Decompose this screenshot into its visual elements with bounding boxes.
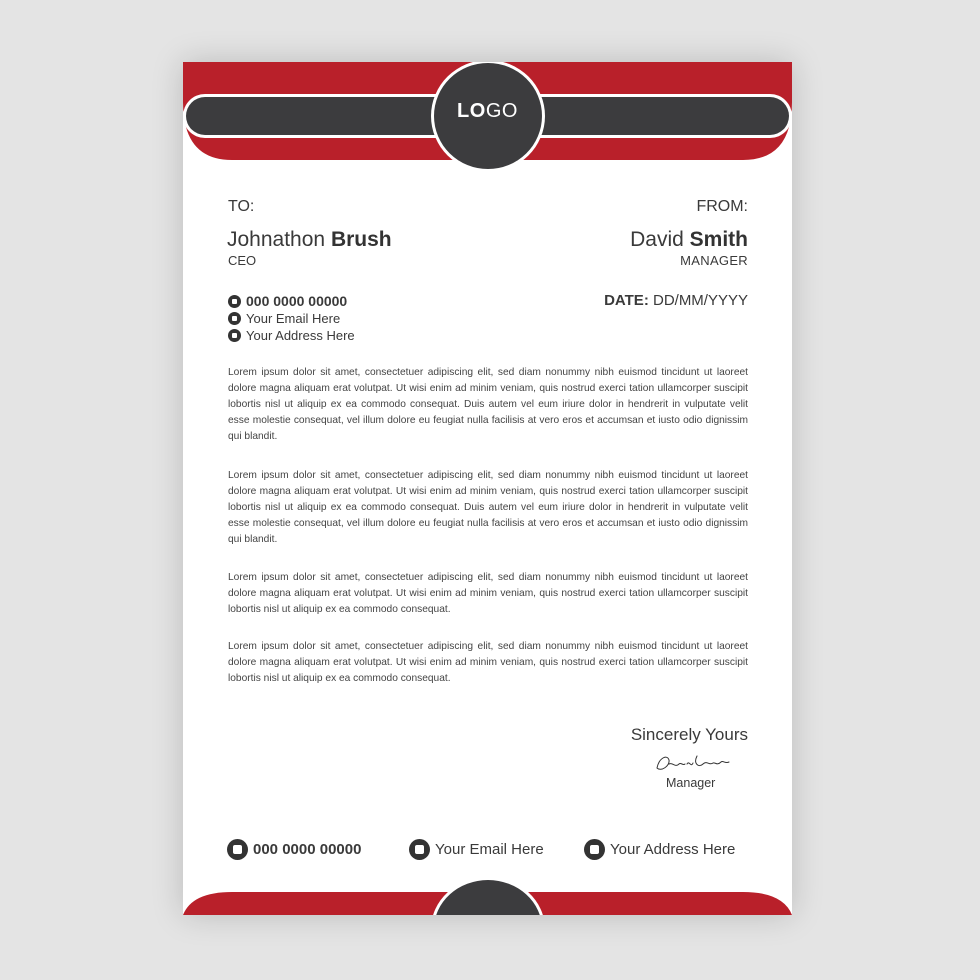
recipient-address-text: Your Address Here bbox=[246, 328, 355, 343]
footer-phone-text: 000 0000 00000 bbox=[253, 841, 362, 858]
body-paragraph: Lorem ipsum dolor sit amet, consectetuer adipiscing elit, sed diam nonummy nibh euismod tincidunt ut laoreet dolore magna aliquam erat volutpat. Ut wisi enim ad minim veniam, quis nostrud exerci tation ullamcorper suscipit lobortis nisl ut aliquip ex ea commodo consequat. bbox=[228, 572, 748, 615]
phone-icon bbox=[228, 295, 241, 308]
letterhead-page bbox=[183, 62, 792, 915]
location-icon bbox=[584, 839, 605, 860]
logo-light: GO bbox=[485, 100, 518, 122]
body-paragraph: Lorem ipsum dolor sit amet, consectetuer adipiscing elit, sed diam nonummy nibh euismod tincidunt ut laoreet dolore magna aliquam erat volutpat. Ut wisi enim ad minim veniam, quis nostrud exerci tation ullamcorper suscipit lobortis nisl ut aliquip ex ea commodo consequat. bbox=[228, 641, 748, 684]
sender-last-name: Smith bbox=[689, 228, 748, 251]
recipient-email bbox=[228, 311, 340, 326]
body-paragraph: Lorem ipsum dolor sit amet, consectetuer adipiscing elit, sed diam nonummy nibh euismod tincidunt ut laoreet dolore magna aliquam erat volutpat. Ut wisi enim ad minim veniam, quis nostrud exerci tation ullamcorper suscipit lobortis nisl ut aliquip ex ea commodo consequat. Duis autem vel eum iriure dolor in hendrerit in vulputate velit esse molestie consequat, vel illum dolore eu feugiat nulla facilisis at vero eros et accumsan et iusto odio dignissim qui blandit. bbox=[228, 367, 748, 442]
logo bbox=[183, 100, 792, 123]
body-paragraph: Lorem ipsum dolor sit amet, consectetuer adipiscing elit, sed diam nonummy nibh euismod tincidunt ut laoreet dolore magna aliquam erat volutpat. Ut wisi enim ad minim veniam, quis nostrud exerci tation ullamcorper suscipit lobortis nisl ut aliquip ex ea commodo consequat. Duis autem vel eum iriure dolor in hendrerit in vulputate velit esse molestie consequat, vel illum dolore eu feugiat nulla facilisis at vero eros et accumsan et iusto odio dignissim qui blandit. bbox=[228, 470, 748, 545]
date-label: DATE: bbox=[604, 292, 649, 309]
recipient-phone-text: 000 0000 00000 bbox=[246, 293, 348, 309]
sender-title: MANAGER bbox=[680, 253, 748, 268]
signer-title: Manager bbox=[666, 776, 716, 790]
phone-icon bbox=[227, 839, 248, 860]
recipient-address bbox=[228, 328, 355, 343]
footer-address bbox=[584, 839, 735, 860]
recipient-last-name: Brush bbox=[330, 228, 392, 251]
from-label: FROM: bbox=[696, 198, 748, 215]
logo-bold: LO bbox=[457, 100, 486, 122]
recipient-title: CEO bbox=[228, 253, 257, 268]
recipient-email-text: Your Email Here bbox=[246, 311, 341, 326]
footer-address-text: Your Address Here bbox=[610, 841, 736, 858]
to-label: TO: bbox=[228, 198, 255, 215]
signature bbox=[653, 750, 733, 778]
sender-name bbox=[630, 228, 748, 252]
footer-phone bbox=[227, 839, 361, 860]
footer-email bbox=[409, 839, 544, 860]
closing-text: Sincerely Yours bbox=[630, 725, 748, 744]
sender-first-name: David bbox=[630, 228, 684, 251]
recipient-first-name: Johnathon bbox=[227, 228, 326, 251]
footer-decoration bbox=[183, 877, 792, 915]
recipient-name bbox=[227, 228, 392, 252]
location-icon bbox=[228, 329, 241, 342]
footer-badge bbox=[434, 880, 542, 915]
date-line bbox=[604, 292, 748, 309]
footer-email-text: Your Email Here bbox=[435, 841, 544, 858]
email-icon bbox=[409, 839, 430, 860]
date-value: DD/MM/YYYY bbox=[652, 292, 748, 309]
email-icon bbox=[228, 312, 241, 325]
recipient-phone bbox=[228, 293, 347, 309]
